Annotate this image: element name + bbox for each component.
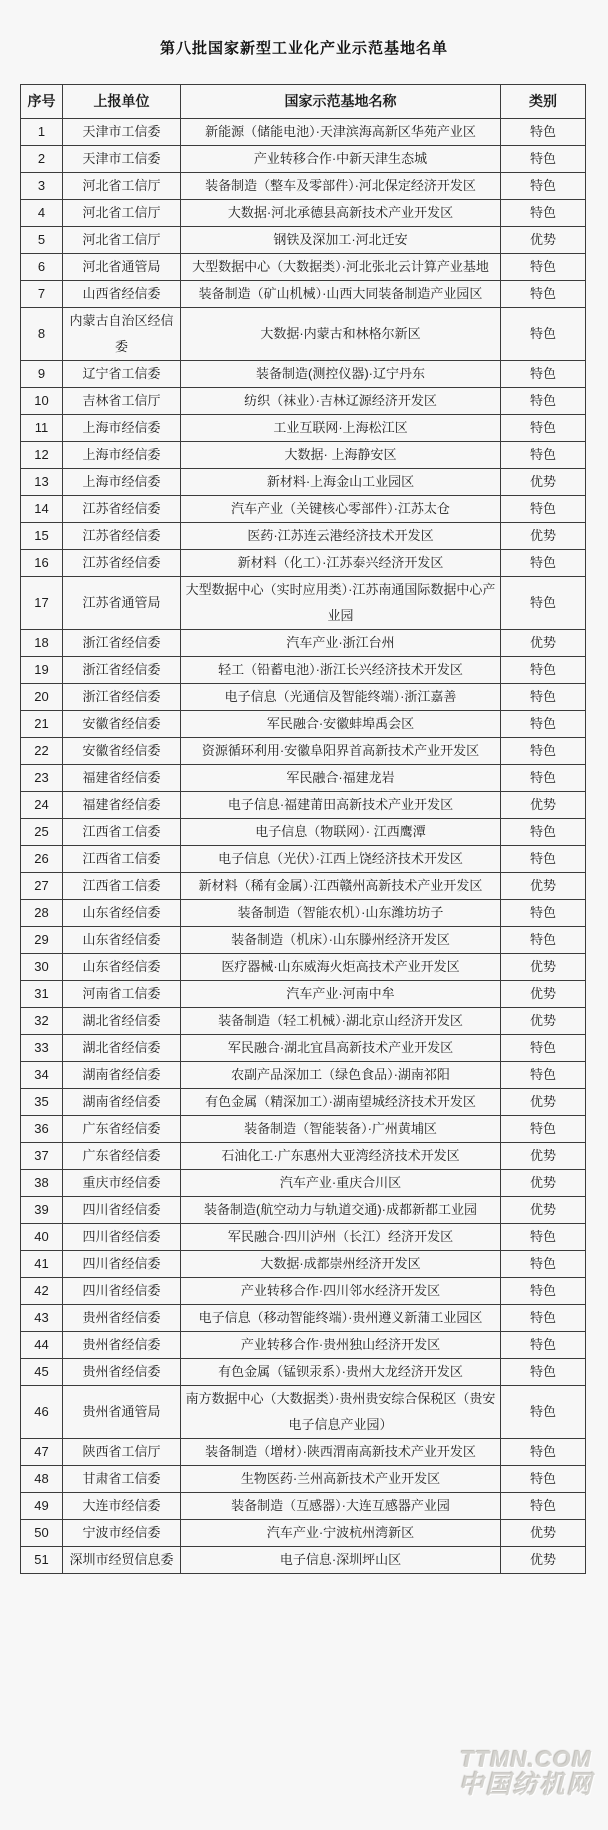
row-number-cell: 10	[21, 388, 63, 415]
category-cell: 特色	[501, 1251, 586, 1278]
table-row	[21, 1439, 586, 1466]
table-row	[21, 254, 586, 281]
table-row	[21, 361, 586, 388]
base-name-cell: 新材料（稀有金属）·江西赣州高新技术产业开发区	[181, 873, 501, 900]
table-row	[21, 577, 586, 630]
category-cell: 特色	[501, 496, 586, 523]
category-cell: 优势	[501, 630, 586, 657]
category-cell: 优势	[501, 792, 586, 819]
table-row	[21, 1386, 586, 1439]
row-number-cell: 8	[21, 308, 63, 361]
reporting-unit-cell: 贵州省经信委	[63, 1359, 181, 1386]
table-row	[21, 415, 586, 442]
category-cell: 特色	[501, 1332, 586, 1359]
row-number-cell: 47	[21, 1439, 63, 1466]
base-name-cell: 电子信息·福建莆田高新技术产业开发区	[181, 792, 501, 819]
table-row	[21, 1493, 586, 1520]
row-number-cell: 49	[21, 1493, 63, 1520]
category-cell: 特色	[501, 1062, 586, 1089]
table-row	[21, 308, 586, 361]
category-cell: 特色	[501, 1359, 586, 1386]
reporting-unit-cell: 四川省经信委	[63, 1197, 181, 1224]
table-row	[21, 1089, 586, 1116]
table-row	[21, 1547, 586, 1574]
row-number-cell: 15	[21, 523, 63, 550]
table-row	[21, 765, 586, 792]
table-row	[21, 1466, 586, 1493]
base-name-cell: 轻工（铅蓄电池）·浙江长兴经济技术开发区	[181, 657, 501, 684]
category-cell: 特色	[501, 1493, 586, 1520]
reporting-unit-cell: 江苏省经信委	[63, 550, 181, 577]
category-cell: 特色	[501, 119, 586, 146]
row-number-cell: 14	[21, 496, 63, 523]
table-row	[21, 1332, 586, 1359]
reporting-unit-cell: 贵州省经信委	[63, 1332, 181, 1359]
reporting-unit-cell: 陕西省工信厅	[63, 1439, 181, 1466]
base-name-cell: 医疗器械·山东威海火炬高技术产业开发区	[181, 954, 501, 981]
reporting-unit-cell: 浙江省经信委	[63, 684, 181, 711]
table-row	[21, 1143, 586, 1170]
row-number-cell: 26	[21, 846, 63, 873]
category-cell: 特色	[501, 927, 586, 954]
base-name-cell: 汽车产业·宁波杭州湾新区	[181, 1520, 501, 1547]
table-row	[21, 900, 586, 927]
category-cell: 优势	[501, 1089, 586, 1116]
row-number-cell: 50	[21, 1520, 63, 1547]
reporting-unit-cell: 河北省工信厅	[63, 227, 181, 254]
row-number-cell: 25	[21, 819, 63, 846]
reporting-unit-cell: 四川省经信委	[63, 1251, 181, 1278]
base-name-cell: 新材料（化工）·江苏泰兴经济开发区	[181, 550, 501, 577]
base-name-cell: 军民融合·福建龙岩	[181, 765, 501, 792]
category-cell: 特色	[501, 173, 586, 200]
base-name-cell: 汽车产业·河南中牟	[181, 981, 501, 1008]
category-cell: 优势	[501, 873, 586, 900]
table-row	[21, 281, 586, 308]
reporting-unit-cell: 广东省经信委	[63, 1143, 181, 1170]
row-number-cell: 40	[21, 1224, 63, 1251]
category-cell: 特色	[501, 1116, 586, 1143]
category-cell: 优势	[501, 954, 586, 981]
table-row	[21, 1251, 586, 1278]
row-number-cell: 19	[21, 657, 63, 684]
row-number-cell: 6	[21, 254, 63, 281]
base-name-cell: 大数据· 上海静安区	[181, 442, 501, 469]
category-cell: 特色	[501, 415, 586, 442]
row-number-cell: 45	[21, 1359, 63, 1386]
category-cell: 特色	[501, 765, 586, 792]
category-cell: 特色	[501, 657, 586, 684]
row-number-cell: 46	[21, 1386, 63, 1439]
reporting-unit-cell: 上海市经信委	[63, 415, 181, 442]
category-cell: 优势	[501, 1547, 586, 1574]
row-number-cell: 12	[21, 442, 63, 469]
row-number-cell: 23	[21, 765, 63, 792]
base-name-cell: 新材料·上海金山工业园区	[181, 469, 501, 496]
row-number-cell: 35	[21, 1089, 63, 1116]
table-row	[21, 1197, 586, 1224]
row-number-cell: 3	[21, 173, 63, 200]
table-row	[21, 1305, 586, 1332]
reporting-unit-cell: 江苏省经信委	[63, 496, 181, 523]
reporting-unit-cell: 山东省经信委	[63, 927, 181, 954]
base-name-cell: 生物医药·兰州高新技术产业开发区	[181, 1466, 501, 1493]
row-number-cell: 42	[21, 1278, 63, 1305]
col-header-reporting-unit: 上报单位	[63, 85, 181, 119]
watermark	[446, 1747, 606, 1800]
category-cell: 优势	[501, 1520, 586, 1547]
table-row	[21, 954, 586, 981]
reporting-unit-cell: 重庆市经信委	[63, 1170, 181, 1197]
base-name-cell: 军民融合·安徽蚌埠禹会区	[181, 711, 501, 738]
row-number-cell: 1	[21, 119, 63, 146]
reporting-unit-cell: 贵州省经信委	[63, 1305, 181, 1332]
row-number-cell: 7	[21, 281, 63, 308]
reporting-unit-cell: 江西省工信委	[63, 819, 181, 846]
base-name-cell: 南方数据中心（大数据类）·贵州贵安综合保税区（贵安电子信息产业园）	[181, 1386, 501, 1439]
category-cell: 特色	[501, 550, 586, 577]
table-row	[21, 1116, 586, 1143]
category-cell: 特色	[501, 442, 586, 469]
reporting-unit-cell: 四川省经信委	[63, 1224, 181, 1251]
table-row	[21, 873, 586, 900]
base-name-cell: 电子信息（光通信及智能终端）·浙江嘉善	[181, 684, 501, 711]
category-cell: 特色	[501, 146, 586, 173]
row-number-cell: 30	[21, 954, 63, 981]
reporting-unit-cell: 江苏省经信委	[63, 523, 181, 550]
category-cell: 特色	[501, 281, 586, 308]
table-row	[21, 496, 586, 523]
watermark-site-text: TTMN.COM	[460, 1746, 592, 1772]
col-header-number: 序号	[21, 85, 63, 119]
row-number-cell: 33	[21, 1035, 63, 1062]
col-header-base-name: 国家示范基地名称	[181, 85, 501, 119]
reporting-unit-cell: 湖北省经信委	[63, 1008, 181, 1035]
base-name-cell: 新能源（储能电池）·天津滨海高新区华苑产业区	[181, 119, 501, 146]
base-name-cell: 工业互联网·上海松江区	[181, 415, 501, 442]
reporting-unit-cell: 安徽省经信委	[63, 711, 181, 738]
category-cell: 特色	[501, 711, 586, 738]
category-cell: 特色	[501, 684, 586, 711]
table-row	[21, 657, 586, 684]
table-row	[21, 711, 586, 738]
reporting-unit-cell: 河北省工信厅	[63, 173, 181, 200]
base-name-cell: 汽车产业·重庆合川区	[181, 1170, 501, 1197]
category-cell: 特色	[501, 1224, 586, 1251]
reporting-unit-cell: 湖北省经信委	[63, 1035, 181, 1062]
table-row	[21, 1008, 586, 1035]
reporting-unit-cell: 四川省经信委	[63, 1278, 181, 1305]
table-row	[21, 792, 586, 819]
base-name-cell: 纺织（袜业）·吉林辽源经济开发区	[181, 388, 501, 415]
reporting-unit-cell: 江西省工信委	[63, 846, 181, 873]
table-row	[21, 146, 586, 173]
reporting-unit-cell: 山东省经信委	[63, 900, 181, 927]
base-name-cell: 装备制造（互感器）·大连互感器产业园	[181, 1493, 501, 1520]
reporting-unit-cell: 山东省经信委	[63, 954, 181, 981]
row-number-cell: 16	[21, 550, 63, 577]
row-number-cell: 17	[21, 577, 63, 630]
category-cell: 特色	[501, 1278, 586, 1305]
row-number-cell: 28	[21, 900, 63, 927]
row-number-cell: 36	[21, 1116, 63, 1143]
reporting-unit-cell: 安徽省经信委	[63, 738, 181, 765]
category-cell: 优势	[501, 469, 586, 496]
reporting-unit-cell: 江西省工信委	[63, 873, 181, 900]
category-cell: 优势	[501, 523, 586, 550]
category-cell: 特色	[501, 577, 586, 630]
base-name-cell: 产业转移合作·四川邻水经济开发区	[181, 1278, 501, 1305]
base-name-cell: 大数据·河北承德县高新技术产业开发区	[181, 200, 501, 227]
reporting-unit-cell: 吉林省工信厅	[63, 388, 181, 415]
table-row	[21, 469, 586, 496]
row-number-cell: 5	[21, 227, 63, 254]
row-number-cell: 38	[21, 1170, 63, 1197]
reporting-unit-cell: 深圳市经贸信息委	[63, 1547, 181, 1574]
base-name-cell: 钢铁及深加工·河北迁安	[181, 227, 501, 254]
base-name-cell: 大型数据中心（大数据类）·河北张北云计算产业基地	[181, 254, 501, 281]
table-row	[21, 846, 586, 873]
base-name-cell: 装备制造（智能农机）·山东潍坊坊子	[181, 900, 501, 927]
row-number-cell: 29	[21, 927, 63, 954]
table-row	[21, 227, 586, 254]
category-cell: 特色	[501, 900, 586, 927]
base-name-cell: 装备制造(测控仪器)·辽宁丹东	[181, 361, 501, 388]
table-row	[21, 819, 586, 846]
base-name-cell: 军民融合·四川泸州（长江）经济开发区	[181, 1224, 501, 1251]
category-cell: 优势	[501, 1008, 586, 1035]
row-number-cell: 37	[21, 1143, 63, 1170]
reporting-unit-cell: 河北省工信厅	[63, 200, 181, 227]
row-number-cell: 21	[21, 711, 63, 738]
table-row	[21, 1224, 586, 1251]
row-number-cell: 11	[21, 415, 63, 442]
row-number-cell: 9	[21, 361, 63, 388]
reporting-unit-cell: 内蒙古自治区经信委	[63, 308, 181, 361]
table-row	[21, 442, 586, 469]
table-row	[21, 200, 586, 227]
row-number-cell: 24	[21, 792, 63, 819]
category-cell: 优势	[501, 1143, 586, 1170]
base-name-cell: 大型数据中心（实时应用类）·江苏南通国际数据中心产业园	[181, 577, 501, 630]
row-number-cell: 39	[21, 1197, 63, 1224]
category-cell: 特色	[501, 819, 586, 846]
table-row	[21, 1035, 586, 1062]
reporting-unit-cell: 河北省通管局	[63, 254, 181, 281]
reporting-unit-cell: 浙江省经信委	[63, 657, 181, 684]
row-number-cell: 22	[21, 738, 63, 765]
row-number-cell: 48	[21, 1466, 63, 1493]
base-name-cell: 石油化工·广东惠州大亚湾经济技术开发区	[181, 1143, 501, 1170]
row-number-cell: 41	[21, 1251, 63, 1278]
base-name-cell: 装备制造（轻工机械）·湖北京山经济开发区	[181, 1008, 501, 1035]
base-name-cell: 产业转移合作·贵州独山经济开发区	[181, 1332, 501, 1359]
row-number-cell: 32	[21, 1008, 63, 1035]
reporting-unit-cell: 福建省经信委	[63, 765, 181, 792]
table-row	[21, 1278, 586, 1305]
base-name-cell: 资源循环利用·安徽阜阳界首高新技术产业开发区	[181, 738, 501, 765]
base-name-cell: 装备制造（智能装备）·广州黄埔区	[181, 1116, 501, 1143]
category-cell: 特色	[501, 1386, 586, 1439]
base-name-cell: 电子信息（物联网）· 江西鹰潭	[181, 819, 501, 846]
table-row	[21, 927, 586, 954]
row-number-cell: 4	[21, 200, 63, 227]
table-row	[21, 738, 586, 765]
reporting-unit-cell: 天津市工信委	[63, 146, 181, 173]
base-name-cell: 农副产品深加工（绿色食品）·湖南祁阳	[181, 1062, 501, 1089]
row-number-cell: 43	[21, 1305, 63, 1332]
reporting-unit-cell: 上海市经信委	[63, 469, 181, 496]
category-cell: 特色	[501, 254, 586, 281]
reporting-unit-cell: 江苏省通管局	[63, 577, 181, 630]
reporting-unit-cell: 辽宁省工信委	[63, 361, 181, 388]
reporting-unit-cell: 上海市经信委	[63, 442, 181, 469]
col-header-category: 类别	[501, 85, 586, 119]
reporting-unit-cell: 浙江省经信委	[63, 630, 181, 657]
reporting-unit-cell: 湖南省经信委	[63, 1089, 181, 1116]
reporting-unit-cell: 贵州省通管局	[63, 1386, 181, 1439]
table-row	[21, 1359, 586, 1386]
table-row	[21, 1170, 586, 1197]
base-name-cell: 装备制造（整车及零部件）·河北保定经济开发区	[181, 173, 501, 200]
base-name-cell: 军民融合·湖北宜昌高新技术产业开发区	[181, 1035, 501, 1062]
reporting-unit-cell: 天津市工信委	[63, 119, 181, 146]
base-name-cell: 电子信息·深圳坪山区	[181, 1547, 501, 1574]
row-number-cell: 34	[21, 1062, 63, 1089]
reporting-unit-cell: 大连市经信委	[63, 1493, 181, 1520]
category-cell: 特色	[501, 846, 586, 873]
base-name-cell: 装备制造（机床）·山东滕州经济开发区	[181, 927, 501, 954]
base-name-cell: 装备制造（增材）·陕西渭南高新技术产业开发区	[181, 1439, 501, 1466]
category-cell: 特色	[501, 1305, 586, 1332]
category-cell: 特色	[501, 738, 586, 765]
demonstration-base-table	[20, 84, 586, 1574]
category-cell: 特色	[501, 388, 586, 415]
category-cell: 特色	[501, 308, 586, 361]
watermark-brand-text: 中国纺机网	[458, 1771, 594, 1800]
base-name-cell: 电子信息（光伏）·江西上饶经济技术开发区	[181, 846, 501, 873]
row-number-cell: 44	[21, 1332, 63, 1359]
reporting-unit-cell: 山西省经信委	[63, 281, 181, 308]
reporting-unit-cell: 福建省经信委	[63, 792, 181, 819]
category-cell: 特色	[501, 361, 586, 388]
base-name-cell: 大数据·内蒙古和林格尔新区	[181, 308, 501, 361]
base-name-cell: 医药·江苏连云港经济技术开发区	[181, 523, 501, 550]
base-name-cell: 汽车产业（关键核心零部件）·江苏太仓	[181, 496, 501, 523]
table-row	[21, 1520, 586, 1547]
reporting-unit-cell: 宁波市经信委	[63, 1520, 181, 1547]
base-name-cell: 装备制造（矿山机械）·山西大同装备制造产业园区	[181, 281, 501, 308]
base-name-cell: 有色金属（精深加工）·湖南望城经济技术开发区	[181, 1089, 501, 1116]
table-row	[21, 119, 586, 146]
category-cell: 特色	[501, 1439, 586, 1466]
category-cell: 优势	[501, 1170, 586, 1197]
row-number-cell: 51	[21, 1547, 63, 1574]
reporting-unit-cell: 河南省工信委	[63, 981, 181, 1008]
table-row	[21, 550, 586, 577]
row-number-cell: 13	[21, 469, 63, 496]
reporting-unit-cell: 甘肃省工信委	[63, 1466, 181, 1493]
base-name-cell: 装备制造(航空动力与轨道交通)·成都新都工业园	[181, 1197, 501, 1224]
base-name-cell: 产业转移合作·中新天津生态城	[181, 146, 501, 173]
table-row	[21, 173, 586, 200]
row-number-cell: 20	[21, 684, 63, 711]
table-row	[21, 981, 586, 1008]
table-row	[21, 630, 586, 657]
table-row	[21, 1062, 586, 1089]
table-row	[21, 523, 586, 550]
row-number-cell: 31	[21, 981, 63, 1008]
row-number-cell: 18	[21, 630, 63, 657]
category-cell: 优势	[501, 981, 586, 1008]
category-cell: 特色	[501, 1466, 586, 1493]
reporting-unit-cell: 湖南省经信委	[63, 1062, 181, 1089]
category-cell: 优势	[501, 227, 586, 254]
table-row	[21, 684, 586, 711]
category-cell: 特色	[501, 1035, 586, 1062]
base-name-cell: 大数据·成都崇州经济开发区	[181, 1251, 501, 1278]
table-row	[21, 388, 586, 415]
category-cell: 优势	[501, 1197, 586, 1224]
row-number-cell: 2	[21, 146, 63, 173]
base-name-cell: 汽车产业·浙江台州	[181, 630, 501, 657]
reporting-unit-cell: 广东省经信委	[63, 1116, 181, 1143]
base-name-cell: 电子信息（移动智能终端）·贵州遵义新蒲工业园区	[181, 1305, 501, 1332]
base-name-cell: 有色金属（锰钡汞系）·贵州大龙经济开发区	[181, 1359, 501, 1386]
row-number-cell: 27	[21, 873, 63, 900]
table-header-row	[21, 85, 586, 119]
category-cell: 特色	[501, 200, 586, 227]
page-title: 第八批国家新型工业化产业示范基地名单	[159, 40, 448, 57]
